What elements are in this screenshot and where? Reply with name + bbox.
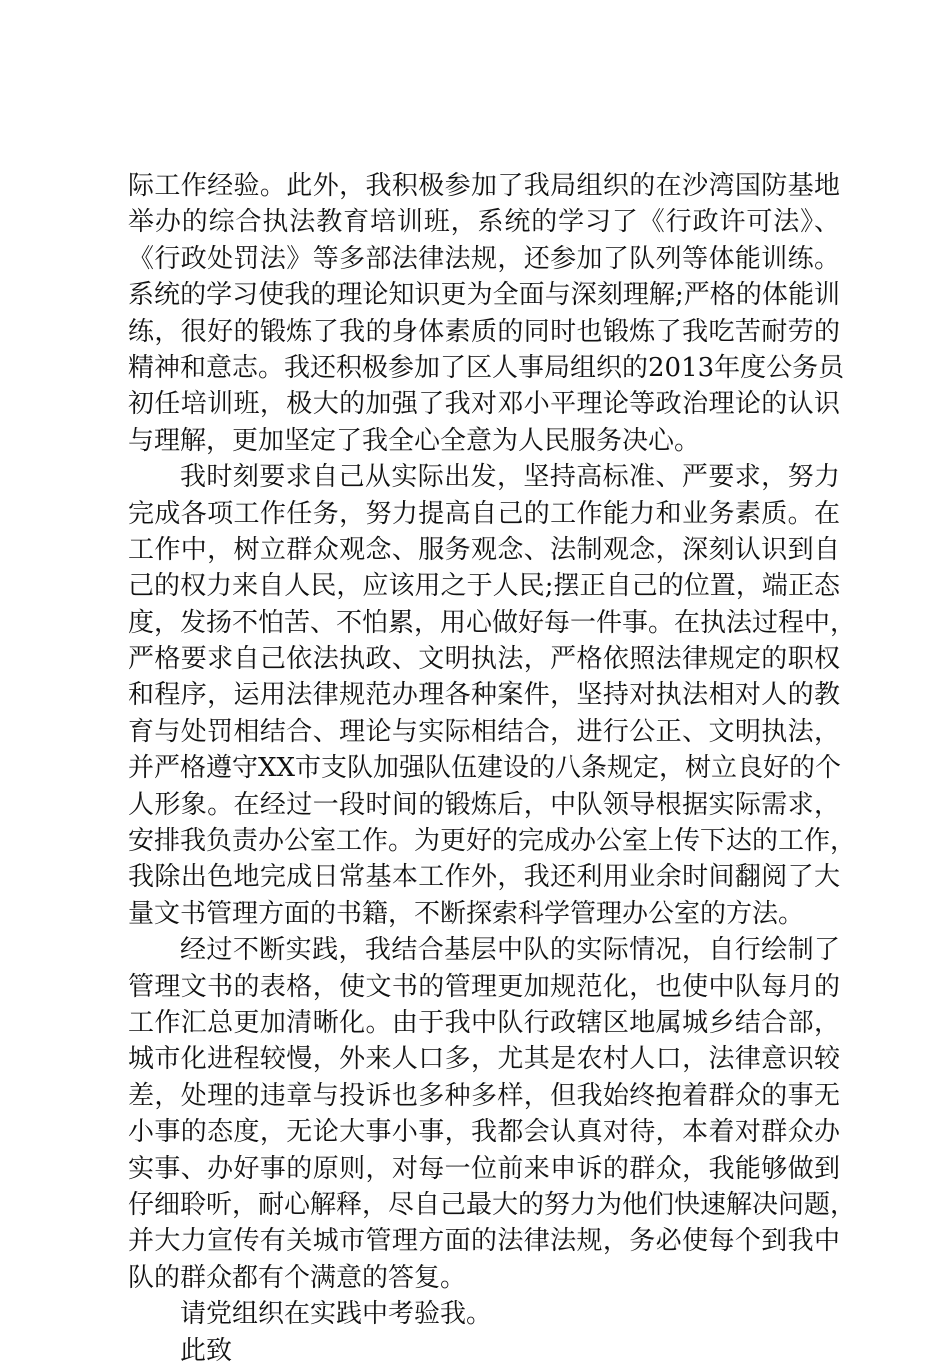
text-line: 精神和意志。我还积极参加了区人事局组织的2013年度公务员 xyxy=(128,352,845,383)
text-line: 仔细聆听，耐心解释，尽自己最大的努力为他们快速解决问题， xyxy=(128,1189,857,1220)
text-line: 《行政处罚法》等多部法律法规，还参加了队列等体能训练。 xyxy=(128,243,840,274)
text-line: 并严格遵守XX市支队加强队伍建设的八条规定，树立良好的个 xyxy=(128,753,842,784)
text-line: 城市化进程较慢，外来人口多，尤其是农村人口，法律意识较 xyxy=(128,1044,840,1075)
text-line: 己的权力来自人民，应该用之于人民;摆正自己的位置，端正态 xyxy=(128,571,840,602)
text-line: 际工作经验。此外，我积极参加了我局组织的在沙湾国防基地 xyxy=(128,171,840,201)
text-line: 队的群众都有个满意的答复。 xyxy=(128,1262,467,1293)
text-line: 育与处罚相结合、理论与实际相结合，进行公正、文明执法， xyxy=(128,716,840,747)
text-line: 人形象。在经过一段时间的锻炼后，中队领导根据实际需求， xyxy=(128,789,840,820)
text-line: 差，处理的违章与投诉也多种多样，但我始终抱着群众的事无 xyxy=(128,1080,840,1111)
text-line: 和程序，运用法律规范办理各种案件，坚持对执法相对人的教 xyxy=(128,680,840,711)
text-line: 工作汇总更加清晰化。由于我中队行政辖区地属城乡结合部， xyxy=(128,1007,840,1038)
text-line: 量文书管理方面的书籍，不断探索科学管理办公室的方法。 xyxy=(128,898,805,929)
text-line: 安排我负责办公室工作。为更好的完成办公室上传下达的工作， xyxy=(128,826,857,857)
text-line: 实事、办好事的原则，对每一位前来申诉的群众，我能够做到 xyxy=(128,1153,840,1184)
text-line: 我除出色地完成日常基本工作外，我还利用业余时间翻阅了大 xyxy=(128,862,840,893)
text-line: 请党组织在实践中考验我。 xyxy=(180,1299,493,1330)
text-line: 小事的态度，无论大事小事，我都会认真对待，本着对群众办 xyxy=(128,1117,840,1148)
text-line: 此致 xyxy=(180,1335,233,1366)
text-line: 度，发扬不怕苦、不怕累，用心做好每一件事。在执法过程中， xyxy=(128,607,857,638)
text-line: 并大力宣传有关城市管理方面的法律法规，务必使每个到我中 xyxy=(128,1226,840,1257)
text-line: 我时刻要求自己从实际出发，坚持高标准、严要求，努力 xyxy=(180,462,840,493)
text-line: 练，很好的锻炼了我的身体素质的同时也锻炼了我吃苦耐劳的 xyxy=(128,316,840,347)
text-line: 系统的学习使我的理论知识更为全面与深刻理解;严格的体能训 xyxy=(128,280,840,311)
text-line: 与理解，更加坚定了我全心全意为人民服务决心。 xyxy=(128,425,701,456)
document-body xyxy=(128,168,857,1369)
text-line: 完成各项工作任务，努力提高自己的工作能力和业务素质。在 xyxy=(128,498,840,529)
text-line: 经过不断实践，我结合基层中队的实际情况，自行绘制了 xyxy=(180,935,840,966)
text-line: 严格要求自己依法执政、文明执法，严格依照法律规定的职权 xyxy=(128,644,840,675)
text-line: 举办的综合执法教育培训班，系统的学习了《行政许可法》、 xyxy=(128,207,840,238)
text-line: 管理文书的表格，使文书的管理更加规范化，也使中队每月的 xyxy=(128,971,840,1002)
text-line: 工作中，树立群众观念、服务观念、法制观念，深刻认识到自 xyxy=(128,534,840,565)
text-line: 初任培训班，极大的加强了我对邓小平理论等政治理论的认识 xyxy=(128,389,840,420)
